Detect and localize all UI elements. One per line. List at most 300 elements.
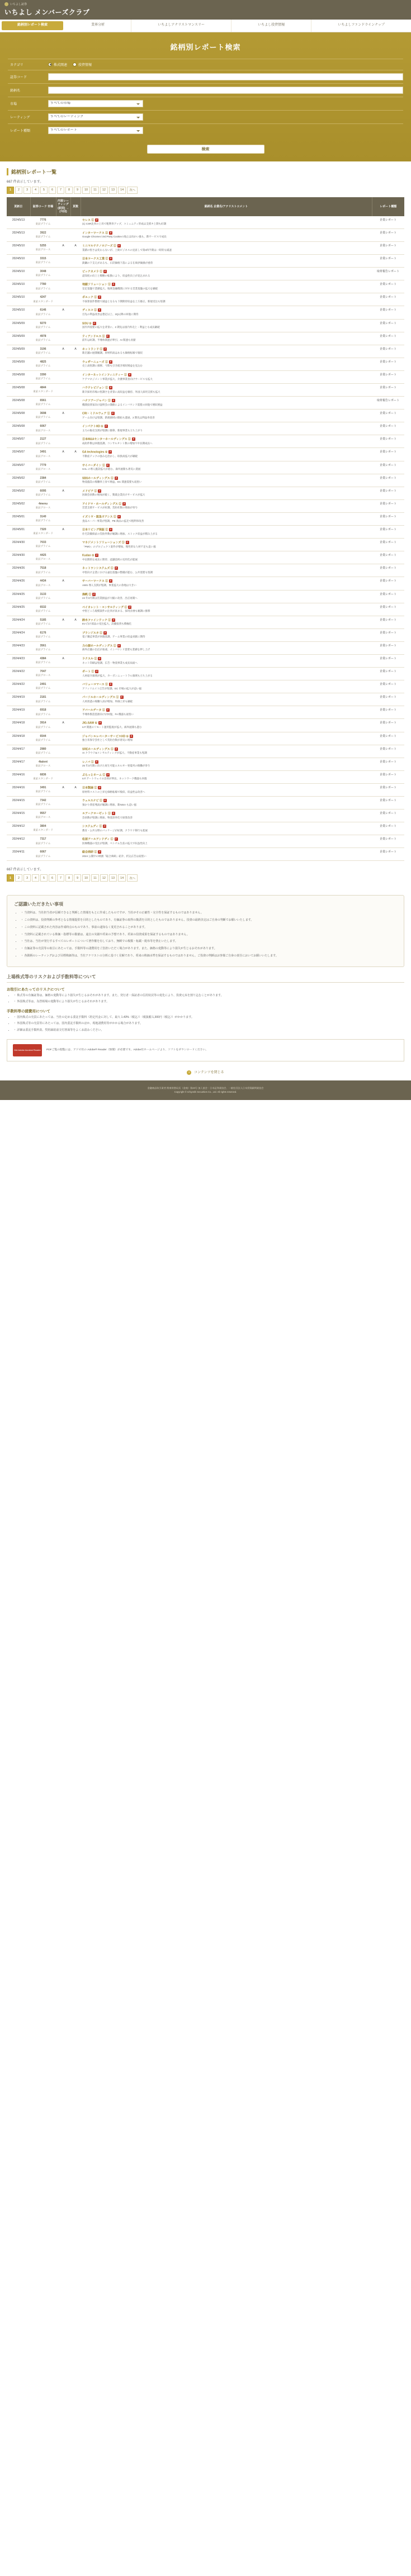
table-row[interactable] bbox=[7, 293, 404, 306]
cell-title[interactable] bbox=[81, 693, 372, 706]
pdf-icon[interactable]: P bbox=[99, 489, 101, 492]
pdf-icon[interactable]: P bbox=[99, 296, 101, 299]
report-title-link[interactable]: ベイカレント・コンサルティング ① P bbox=[82, 605, 131, 609]
pdf-icon[interactable]: P bbox=[110, 683, 112, 686]
cell-report-type: 企業レポート bbox=[372, 693, 404, 706]
nav-item-report-search[interactable]: 銘柄別レポート検索 bbox=[2, 21, 63, 30]
pager-next[interactable]: 次へ bbox=[127, 187, 138, 194]
table-row[interactable] bbox=[7, 397, 404, 410]
table-row[interactable] bbox=[7, 770, 404, 783]
table-row[interactable] bbox=[7, 280, 404, 293]
label-code: 証券コード bbox=[10, 75, 27, 79]
radio-category-stock[interactable] bbox=[48, 62, 67, 67]
risk-section bbox=[7, 974, 404, 1033]
pager-page-6[interactable]: 6 bbox=[49, 187, 56, 194]
report-title-link[interactable]: ラクスル ① P bbox=[82, 657, 101, 661]
cell-title[interactable] bbox=[81, 461, 372, 474]
table-row[interactable] bbox=[7, 448, 404, 461]
cell-title[interactable] bbox=[81, 422, 372, 435]
pdf-icon[interactable]: P bbox=[129, 373, 131, 376]
cell-title[interactable] bbox=[81, 280, 372, 293]
table-row[interactable] bbox=[7, 410, 404, 422]
cell-rating bbox=[56, 810, 70, 822]
table-row[interactable] bbox=[7, 551, 404, 564]
table-row[interactable] bbox=[7, 693, 404, 706]
pdf-icon[interactable]: Get Adobe Acrobat Reader bbox=[13, 1044, 42, 1056]
code-market: 東証プライム bbox=[35, 338, 51, 341]
report-title-link[interactable]: ポート ① P bbox=[82, 670, 98, 674]
cell-title[interactable] bbox=[81, 512, 372, 525]
report-title-link[interactable]: システムディ ① P bbox=[82, 825, 106, 828]
pdf-icon[interactable]: P bbox=[107, 709, 109, 712]
pdf-icon[interactable]: P bbox=[105, 425, 107, 428]
cell-code bbox=[30, 216, 56, 229]
pager-page-14[interactable]: 14 bbox=[118, 187, 126, 194]
cell-title[interactable] bbox=[81, 732, 372, 745]
cell-title[interactable] bbox=[81, 526, 372, 539]
report-title-link[interactable]: ホットランド ① P bbox=[82, 347, 106, 351]
cell-report-type: 企業レポート bbox=[372, 835, 404, 848]
cell-date: 2024/4/26 bbox=[7, 564, 30, 577]
table-row[interactable] bbox=[7, 526, 404, 539]
close-content-link[interactable] bbox=[0, 1061, 411, 1080]
cell-report-type: 企業レポート bbox=[372, 783, 404, 796]
cell-title[interactable] bbox=[81, 758, 372, 770]
pager-page-4[interactable]: 4 bbox=[32, 874, 39, 882]
cell-title[interactable] bbox=[81, 745, 372, 758]
table-row[interactable] bbox=[7, 241, 404, 254]
pdf-icon[interactable]: P bbox=[129, 606, 131, 608]
pager-page-7[interactable]: 7 bbox=[57, 874, 64, 882]
table-row[interactable] bbox=[7, 628, 404, 641]
report-title-link[interactable]: サイバーダイン ① P bbox=[82, 463, 109, 467]
cell-title[interactable] bbox=[81, 654, 372, 667]
cell-date: 2024/4/19 bbox=[7, 693, 30, 706]
table-row[interactable] bbox=[7, 758, 404, 770]
pager-next[interactable]: 次へ bbox=[127, 874, 138, 882]
pager-page-8[interactable]: 8 bbox=[65, 874, 73, 882]
report-title-link[interactable]: 松屋アールアンドディ ① P bbox=[82, 837, 117, 841]
table-row[interactable] bbox=[7, 797, 404, 810]
pdf-icon[interactable]: P bbox=[118, 644, 120, 647]
report-title-link[interactable]: ハウテレビジョン ① P bbox=[82, 386, 112, 390]
note-item: • ・ 当資料に記載されている株価・指標等の数値は、過去の実績や将来の予想であり、将来の投資成果を保証するものではありません。 bbox=[21, 932, 397, 937]
report-title-link[interactable]: ブランジスタ ① P bbox=[82, 631, 106, 635]
cell-report-type: 企業レポート bbox=[372, 732, 404, 745]
report-title-link[interactable]: JIG-SAW ① P bbox=[82, 721, 101, 725]
cell-title[interactable] bbox=[81, 577, 372, 590]
cell-rating bbox=[56, 564, 70, 577]
cell-title[interactable] bbox=[81, 641, 372, 654]
report-title-link[interactable]: エアークローゼット ① P bbox=[82, 812, 115, 816]
table-row[interactable] bbox=[7, 358, 404, 370]
note-item: • ・ 当社は、当社が発行するすべてのレポートについて著作権を有しており、無断での複製・転載・配布等を禁止いたします。 bbox=[21, 939, 397, 944]
table-row[interactable] bbox=[7, 268, 404, 280]
report-title-link[interactable]: ディスコ ① P bbox=[82, 308, 101, 312]
nav-item-fund-lineup[interactable]: いちよしファンドラインナップ bbox=[338, 23, 385, 27]
cell-title[interactable] bbox=[81, 848, 372, 861]
cell-title[interactable] bbox=[81, 706, 372, 719]
report-title-link[interactable]: ポエック ① P bbox=[82, 296, 101, 299]
report-title-link[interactable]: ビックカメラ ① P bbox=[82, 270, 106, 274]
pdf-icon[interactable]: P bbox=[110, 360, 112, 363]
cell-title[interactable] bbox=[81, 616, 372, 628]
pdf-icon[interactable]: P bbox=[104, 631, 106, 634]
cell-title[interactable] bbox=[81, 397, 372, 410]
table-row[interactable] bbox=[7, 654, 404, 667]
pdf-icon[interactable]: P bbox=[104, 825, 106, 828]
report-title-link[interactable]: 日本製麻 ① P bbox=[82, 786, 101, 790]
table-row[interactable] bbox=[7, 461, 404, 474]
report-title-link[interactable]: 鈴木ファインテック ① P bbox=[82, 618, 115, 622]
table-row[interactable] bbox=[7, 499, 404, 512]
table-row[interactable] bbox=[7, 384, 404, 397]
report-title-link[interactable]: インターワークス ② P bbox=[82, 231, 112, 235]
cell-title[interactable] bbox=[81, 358, 372, 370]
pager-page-2[interactable]: 2 bbox=[15, 874, 22, 882]
cell-title[interactable] bbox=[81, 564, 372, 577]
report-title-link[interactable]: 力の源ホールディングス ① P bbox=[82, 644, 120, 648]
cell-title[interactable] bbox=[81, 216, 372, 229]
cell-title[interactable] bbox=[81, 499, 372, 512]
cell-title[interactable] bbox=[81, 306, 372, 319]
table-row[interactable] bbox=[7, 719, 404, 732]
code-number: 4talent bbox=[38, 760, 48, 764]
pager-page-10[interactable]: 10 bbox=[82, 874, 90, 882]
analyst-comment: 人材紹介領域が拡大、カーボンニュートラル領域も立ち上がる bbox=[82, 674, 153, 677]
cell-code bbox=[30, 487, 56, 499]
cell-pages: A bbox=[70, 783, 81, 796]
table-row[interactable] bbox=[7, 306, 404, 319]
rating-select[interactable] bbox=[48, 113, 143, 121]
table-row[interactable] bbox=[7, 216, 404, 229]
pager-page-13[interactable]: 13 bbox=[109, 187, 117, 194]
code-input[interactable] bbox=[48, 73, 403, 80]
pdf-icon[interactable]: P bbox=[107, 464, 109, 466]
cell-title[interactable] bbox=[81, 797, 372, 810]
pdf-icon[interactable]: P bbox=[99, 851, 101, 854]
cell-rating: A bbox=[56, 241, 70, 254]
pager-page-9[interactable]: 9 bbox=[74, 874, 81, 882]
cell-code bbox=[30, 422, 56, 435]
cell-code bbox=[30, 590, 56, 603]
pager-page-1[interactable]: 1 bbox=[7, 874, 14, 882]
cell-date: 2024/5/10 bbox=[7, 255, 30, 268]
report-title-link[interactable]: イズミヤ・阪急オアシス ① P bbox=[82, 515, 120, 519]
cell-title[interactable] bbox=[81, 590, 372, 603]
code-market: 東証プライム bbox=[35, 661, 51, 664]
cell-date: 2024/5/07 bbox=[7, 435, 30, 448]
pdf-icon[interactable]: P bbox=[130, 735, 133, 737]
pager-page-5[interactable]: 5 bbox=[40, 187, 48, 194]
cell-title[interactable] bbox=[81, 835, 372, 848]
cell-title[interactable] bbox=[81, 370, 372, 383]
report-title-link[interactable]: ウェルスナビ ① P bbox=[82, 799, 106, 803]
pdf-icon[interactable]: P bbox=[133, 438, 135, 441]
table-row[interactable] bbox=[7, 732, 404, 745]
report-title-link[interactable]: Kudan ① P bbox=[82, 554, 98, 558]
table-row[interactable] bbox=[7, 810, 404, 822]
pdf-icon[interactable]: P bbox=[115, 567, 117, 570]
report-title-link[interactable]: レノバ ① P bbox=[82, 760, 97, 764]
pager-page-12[interactable]: 12 bbox=[100, 187, 108, 194]
table-row[interactable] bbox=[7, 616, 404, 628]
report-title-link[interactable]: ハナツアージャパン ① P bbox=[82, 399, 115, 403]
pdf-icon[interactable]: P bbox=[126, 541, 128, 544]
report-title-link[interactable]: インターネットインフィニティー ① P bbox=[82, 373, 131, 377]
radio-category-info[interactable] bbox=[73, 62, 92, 67]
cell-date: 2024/4/23 bbox=[7, 641, 30, 654]
report-title-link[interactable]: アイドマ・ホールディングス ① P bbox=[82, 502, 125, 506]
code-market: 東証プライム bbox=[35, 725, 51, 728]
search-submit-button[interactable]: 検索 bbox=[147, 145, 264, 154]
pdf-icon[interactable]: P bbox=[115, 838, 117, 841]
pdf-icon[interactable]: P bbox=[110, 451, 111, 454]
cell-title[interactable] bbox=[81, 551, 372, 564]
cell-title[interactable] bbox=[81, 319, 372, 332]
pager-page-12[interactable]: 12 bbox=[100, 874, 108, 882]
pager-page-3[interactable]: 3 bbox=[23, 187, 31, 194]
cell-report-type: 企業レポート bbox=[372, 539, 404, 551]
cell-date: 2024/4/23 bbox=[7, 654, 30, 667]
report-title-link[interactable]: 総合商研 ① P bbox=[82, 850, 101, 854]
report-title-link[interactable]: バリューコマース ① P bbox=[82, 683, 112, 687]
pdf-icon[interactable]: P bbox=[110, 231, 112, 234]
company-name-input[interactable] bbox=[48, 87, 403, 94]
pdf-icon[interactable]: P bbox=[112, 812, 115, 815]
pager-page-7[interactable]: 7 bbox=[57, 187, 64, 194]
pager-page-5[interactable]: 5 bbox=[40, 874, 48, 882]
report-type-select[interactable] bbox=[48, 127, 143, 134]
pdf-icon[interactable]: P bbox=[96, 760, 97, 763]
table-row[interactable] bbox=[7, 745, 404, 758]
label-report-type: レポート種類 bbox=[10, 129, 31, 133]
cell-rating bbox=[56, 539, 70, 551]
cell-title[interactable] bbox=[81, 487, 372, 499]
report-title-link[interactable]: SOU ① P bbox=[82, 321, 95, 325]
cell-title[interactable] bbox=[81, 822, 372, 835]
pdf-icon[interactable]: P bbox=[113, 618, 115, 621]
pdf-icon[interactable]: P bbox=[115, 747, 117, 750]
code-market: 東証グロース bbox=[35, 428, 51, 432]
cell-title[interactable] bbox=[81, 228, 372, 241]
pager-page-4[interactable]: 4 bbox=[32, 187, 39, 194]
fee-item: • ・ 外国株式等の売買等にあたっては、国内委託手数料のほか、現地諸費用等がかかる場合があります。 bbox=[13, 1021, 404, 1026]
table-row[interactable] bbox=[7, 706, 404, 719]
table-row[interactable] bbox=[7, 422, 404, 435]
table-row[interactable] bbox=[7, 345, 404, 358]
table-row[interactable] bbox=[7, 255, 404, 268]
cell-report-type: 企業レポート bbox=[372, 474, 404, 487]
analyst-comment: 不動産テックの強みを活かし、取扱高拡大が継続 bbox=[82, 455, 138, 458]
pager-page-8[interactable]: 8 bbox=[65, 187, 73, 194]
note-item: • ・ この資料は、投資判断の参考となる情報提供を目的としたものであり、有価証券の取得の勧誘を目的としたものではありません。投資の最終決定はご自身の判断でお願いいたします。 bbox=[21, 918, 397, 923]
table-row[interactable] bbox=[7, 564, 404, 577]
report-title-link[interactable]: ウェザーニューズ ① P bbox=[82, 360, 112, 364]
report-title-link[interactable]: ネットワンシステムズ ① P bbox=[82, 566, 117, 570]
cell-pages: A bbox=[70, 345, 81, 358]
report-title-link[interactable]: メドピア ① P bbox=[82, 489, 101, 493]
report-title-link[interactable]: 日本リビング保証 ① P bbox=[82, 528, 112, 532]
table-row[interactable] bbox=[7, 487, 404, 499]
pager-page-11[interactable]: 11 bbox=[91, 874, 99, 882]
pdf-icon[interactable]: P bbox=[96, 218, 98, 221]
table-row[interactable] bbox=[7, 835, 404, 848]
cell-title[interactable] bbox=[81, 539, 372, 551]
pdf-icon[interactable]: P bbox=[118, 244, 120, 247]
cell-title[interactable] bbox=[81, 810, 372, 822]
pager-page-9[interactable]: 9 bbox=[74, 187, 81, 194]
cell-title[interactable] bbox=[81, 719, 372, 732]
table-row[interactable] bbox=[7, 822, 404, 835]
cell-rating bbox=[56, 474, 70, 487]
pager-page-2[interactable]: 2 bbox=[15, 187, 22, 194]
pdf-icon[interactable]: P bbox=[104, 799, 106, 802]
cell-pages bbox=[70, 422, 81, 435]
report-title-link[interactable]: 日本コークス工業 ① P bbox=[82, 257, 112, 261]
pdf-icon[interactable]: P bbox=[110, 580, 112, 583]
cell-title[interactable] bbox=[81, 410, 372, 422]
table-row[interactable] bbox=[7, 370, 404, 383]
pdf-icon[interactable]: P bbox=[96, 670, 98, 673]
report-title-link[interactable]: マネジメントソリューションズ ① P bbox=[82, 541, 128, 545]
cell-title[interactable] bbox=[81, 268, 372, 280]
cell-title[interactable] bbox=[81, 255, 372, 268]
pdf-icon[interactable]: P bbox=[124, 502, 125, 505]
report-title-link[interactable]: パーソルホールディングス ① P bbox=[82, 696, 122, 699]
table-row[interactable] bbox=[7, 848, 404, 861]
market-select[interactable] bbox=[48, 100, 143, 107]
pdf-icon[interactable]: P bbox=[98, 309, 101, 312]
nav-item-industry-analysis[interactable]: 業界分析 bbox=[65, 20, 131, 32]
table-row[interactable] bbox=[7, 783, 404, 796]
table-row[interactable] bbox=[7, 332, 404, 345]
nav-item-analyst-monthly[interactable]: いちよしアナリストマンスリー bbox=[131, 20, 232, 32]
report-title-link[interactable]: 海帆 ① P bbox=[82, 592, 95, 596]
cell-title[interactable] bbox=[81, 241, 372, 254]
pdf-icon[interactable]: P bbox=[105, 270, 106, 273]
report-title-link[interactable]: インパクトHD ① P bbox=[82, 425, 107, 428]
report-title-link[interactable]: GA technologies ① P bbox=[82, 450, 111, 454]
cell-title[interactable] bbox=[81, 628, 372, 641]
report-title-link[interactable]: ティアンドエス ① P bbox=[82, 334, 108, 338]
table-row[interactable] bbox=[7, 641, 404, 654]
table-row[interactable] bbox=[7, 668, 404, 680]
report-title-link[interactable]: ぷらっとホーム ① P bbox=[82, 773, 109, 777]
cell-date: 2024/4/18 bbox=[7, 719, 30, 732]
cell-title[interactable] bbox=[81, 435, 372, 448]
cell-title[interactable] bbox=[81, 474, 372, 487]
pdf-icon[interactable]: P bbox=[112, 283, 115, 286]
table-row[interactable] bbox=[7, 603, 404, 616]
pager-page-14[interactable]: 14 bbox=[118, 874, 126, 882]
cell-title[interactable] bbox=[81, 384, 372, 397]
pdf-icon[interactable]: P bbox=[93, 593, 95, 596]
pdf-icon[interactable]: P bbox=[110, 258, 112, 260]
report-title-link[interactable]: セレス ① P bbox=[82, 218, 98, 222]
table-row[interactable] bbox=[7, 319, 404, 332]
cell-report-type: 企業レポート bbox=[372, 345, 404, 358]
cell-code bbox=[30, 280, 56, 293]
pdf-icon[interactable]: P bbox=[118, 515, 120, 518]
cell-code bbox=[30, 835, 56, 848]
pdf-icon[interactable]: P bbox=[107, 335, 108, 337]
pager-page-13[interactable]: 13 bbox=[109, 874, 117, 882]
table-row[interactable] bbox=[7, 512, 404, 525]
pager-page-11[interactable]: 11 bbox=[91, 187, 99, 194]
cell-rating bbox=[56, 797, 70, 810]
pdf-icon[interactable]: P bbox=[99, 786, 101, 789]
report-title-link[interactable]: 地銀ソリューション ① P bbox=[82, 283, 115, 287]
table-row[interactable] bbox=[7, 228, 404, 241]
pdf-icon[interactable]: P bbox=[110, 528, 112, 531]
cell-report-type: 企業レポート bbox=[372, 810, 404, 822]
cell-title[interactable] bbox=[81, 293, 372, 306]
cell-title[interactable] bbox=[81, 668, 372, 680]
report-title-link[interactable]: ジャパンエレベーターサービスHD ① P bbox=[82, 734, 133, 738]
cell-title[interactable] bbox=[81, 783, 372, 796]
cell-title[interactable] bbox=[81, 680, 372, 693]
table-row[interactable] bbox=[7, 680, 404, 693]
pager-page-1[interactable]: 1 bbox=[7, 187, 14, 194]
cell-rating bbox=[56, 628, 70, 641]
pdf-icon[interactable]: P bbox=[99, 722, 101, 725]
pager-page-10[interactable]: 10 bbox=[82, 187, 90, 194]
code-number: 9270 bbox=[40, 321, 46, 325]
cell-title[interactable] bbox=[81, 448, 372, 461]
table-row[interactable] bbox=[7, 474, 404, 487]
pdf-icon[interactable]: P bbox=[105, 347, 106, 350]
pdf-icon[interactable]: P bbox=[121, 696, 122, 699]
pdf-icon[interactable]: P bbox=[99, 657, 101, 660]
cell-title[interactable] bbox=[81, 332, 372, 345]
report-title-link[interactable]: アバールデータ ① P bbox=[82, 708, 109, 712]
pdf-icon[interactable]: P bbox=[110, 387, 112, 389]
report-title-link[interactable]: SREホールディングス ① P bbox=[82, 747, 117, 751]
pdf-icon[interactable]: P bbox=[93, 322, 95, 325]
cell-code bbox=[30, 848, 56, 861]
table-row[interactable] bbox=[7, 577, 404, 590]
pdf-icon[interactable]: P bbox=[112, 399, 115, 402]
code-number: 6067 bbox=[40, 425, 46, 428]
cell-pages bbox=[70, 577, 81, 590]
pager-page-6[interactable]: 6 bbox=[49, 874, 56, 882]
table-row[interactable] bbox=[7, 435, 404, 448]
cell-title[interactable] bbox=[81, 603, 372, 616]
pdf-icon[interactable]: P bbox=[96, 554, 98, 557]
cell-title[interactable] bbox=[81, 770, 372, 783]
report-title-link[interactable]: サーバーワークス ① P bbox=[82, 579, 112, 583]
pdf-icon[interactable]: P bbox=[112, 412, 114, 415]
nav-item-investment-info[interactable]: いちよし投資情報 bbox=[232, 20, 311, 32]
cell-code bbox=[30, 719, 56, 732]
table-row[interactable] bbox=[7, 590, 404, 603]
report-title-link[interactable]: ミニマルテクノロジーズ ① P bbox=[82, 244, 120, 248]
pdf-icon[interactable]: P bbox=[107, 773, 109, 776]
cell-report-type: 企業レポート bbox=[372, 332, 404, 345]
pdf-icon[interactable]: P bbox=[115, 477, 117, 479]
report-title-link[interactable]: CRI・ミドルウェア ① P bbox=[82, 412, 114, 416]
cell-date: 2024/5/08 bbox=[7, 384, 30, 397]
footer-line-1: 金融商品取引業者 関東財務局長（金商）第24号 加入協会：日本証券業協会、一般社団法人日本投資顧問業協会 bbox=[147, 1086, 264, 1089]
pager-page-3[interactable]: 3 bbox=[23, 874, 31, 882]
report-title-link[interactable]: 日本M&Aセンターホールディングス ① P bbox=[82, 437, 135, 441]
analyst-comment: 預かり資産残高が順調に増加、新NISA も追い風 bbox=[82, 803, 137, 806]
report-title-link[interactable]: SBSホールディングス ① P bbox=[82, 477, 117, 480]
table-row[interactable] bbox=[7, 539, 404, 551]
cell-title[interactable] bbox=[81, 345, 372, 358]
code-number: 4247 bbox=[40, 296, 46, 299]
